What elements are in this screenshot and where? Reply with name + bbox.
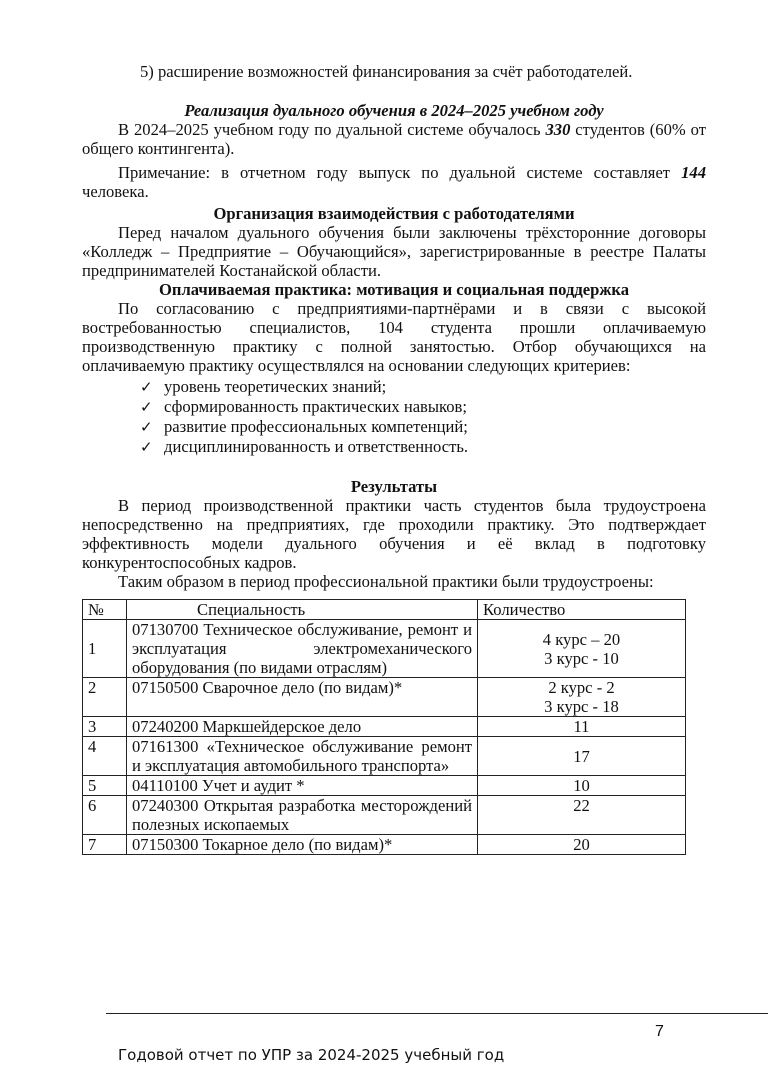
row-count: 20 <box>478 835 686 855</box>
paragraph-employed-intro: Таким образом в период профессиональной практики были трудоустроены: <box>118 572 654 591</box>
table-row <box>83 717 686 737</box>
criteria-item: ✓ дисциплинированность и ответственность. <box>140 437 469 456</box>
row-number: 1 <box>83 620 127 678</box>
header-number: № <box>83 600 127 620</box>
row-count: 22 <box>478 796 686 835</box>
row-number: 3 <box>83 717 127 737</box>
row-specialty: 04110100 Учет и аудит * <box>127 776 478 796</box>
table-row <box>83 678 686 717</box>
page-number: 7 <box>655 1023 664 1040</box>
row-count: 11 <box>478 717 686 737</box>
table-row <box>83 620 686 678</box>
row-count: 17 <box>478 737 686 776</box>
table-row <box>83 737 686 776</box>
criteria-item: ✓ развитие профессиональных компетенций; <box>140 417 468 436</box>
paragraph-graduates-note: Примечание: в отчетном году выпуск по дуальной системе составляет 144 человека. <box>82 163 706 201</box>
table-row <box>83 776 686 796</box>
paragraph-agreements: Перед началом дуального обучения были заключены трёхсторонние договоры «Колледж – Предприятие – Обучающийся», зарегистрированные в реестре Палаты предпринимателей Костанайской области. <box>82 223 706 280</box>
paragraph-students-count: В 2024–2025 учебном году по дуальной системе обучалось 330 студентов (60% от общего контингента). <box>82 120 706 158</box>
criteria-item: ✓ уровень теоретических знаний; <box>140 377 387 396</box>
row-number: 2 <box>83 678 127 717</box>
section-heading-employers: Организация взаимодействия с работодателями <box>213 204 575 223</box>
table-row <box>83 835 686 855</box>
table-row <box>83 796 686 835</box>
footer-divider <box>106 1013 768 1014</box>
students-count-value: 330 <box>545 120 571 139</box>
paragraph-results: В период производственной практики часть студентов была трудоустроена непосредственно на предприятиях, где проходили практику. Это подтверждает эффективность модели дуального обучения и её вклад в подготовку конкурентоспособных кадров. <box>82 496 706 572</box>
employment-table <box>82 599 686 855</box>
document-body <box>82 62 706 855</box>
checkmark-icon: ✓ <box>140 418 153 436</box>
footer-title: Годовой отчет по УПР за 2024-2025 учебный год <box>118 1046 505 1064</box>
row-number: 4 <box>83 737 127 776</box>
checkmark-icon: ✓ <box>140 398 153 416</box>
header-count: Количество <box>478 600 686 620</box>
row-number: 6 <box>83 796 127 835</box>
paragraph-paid-practice: По согласованию с предприятиями-партнёрами и в связи с высокой востребованностью специалистов, 104 студента прошли оплачиваемую производственную практику с полной занятостью. Отбор обучающихся на оплачиваемую практику осуществлялся на основании следующих критериев: <box>82 299 706 375</box>
checkmark-icon: ✓ <box>140 438 153 456</box>
row-specialty: 07161300 «Техническое обслуживание ремонт и эксплуатация автомобильного транспорта» <box>127 737 478 776</box>
section-heading-results: Результаты <box>350 477 438 496</box>
row-specialty: 07130700 Техническое обслуживание, ремонт и эксплуатация электромеханического оборудования (по видами отраслям) <box>127 620 478 678</box>
row-specialty: 07240300 Открытая разработка месторождений полезных ископаемых <box>127 796 478 835</box>
header-specialty: Специальность <box>127 600 478 620</box>
row-count: 10 <box>478 776 686 796</box>
section-heading-paid-practice: Оплачиваемая практика: мотивация и социальная поддержка <box>159 280 629 299</box>
graduates-count-value: 144 <box>681 163 706 182</box>
row-count: 4 курс – 20 3 курс - 10 <box>478 620 686 678</box>
row-count: 2 курс - 2 3 курс - 18 <box>478 678 686 717</box>
checkmark-icon: ✓ <box>140 378 153 396</box>
list-item-5: 5) расширение возможностей финансирования за счёт работодателей. <box>140 62 633 81</box>
row-specialty: 07150500 Сварочное дело (по видам)* <box>127 678 478 717</box>
section-heading-dual-training: Реализация дуального обучения в 2024–2025 учебном году <box>184 101 604 120</box>
table-header-row <box>83 600 686 620</box>
row-specialty: 07150300 Токарное дело (по видам)* <box>127 835 478 855</box>
row-number: 5 <box>83 776 127 796</box>
row-number: 7 <box>83 835 127 855</box>
criteria-item: ✓ сформированность практических навыков; <box>140 397 468 416</box>
row-specialty: 07240200 Маркшейдерское дело <box>127 717 478 737</box>
criteria-list <box>82 377 706 457</box>
